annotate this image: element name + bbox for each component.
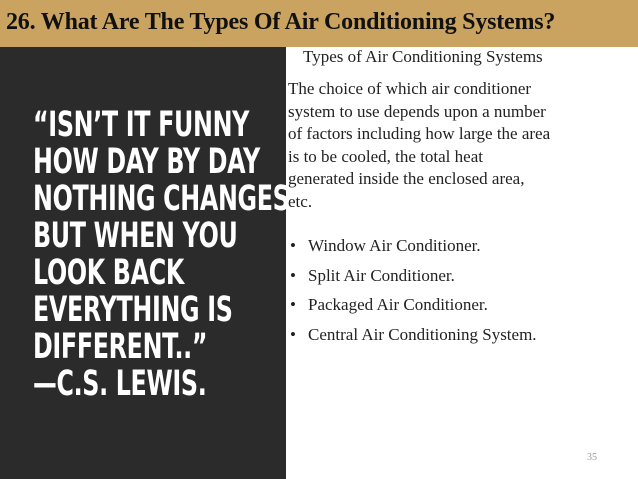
intro-line: is to be cooled, the total heat	[288, 146, 483, 166]
quote-line: HOW DAY BY DAY	[33, 142, 260, 182]
intro-line: of factors including how large the area	[288, 124, 551, 143]
bullet-text: Window Air Conditioner.	[308, 236, 481, 255]
intro-line: etc.	[288, 191, 313, 211]
list-item	[290, 236, 537, 266]
quote-line: DIFFERENT..”	[33, 327, 208, 367]
intro-paragraph	[288, 78, 628, 213]
intro-line: generated inside the enclosed area,	[288, 169, 525, 188]
quote-line: NOTHING CHANGES	[33, 179, 290, 219]
bullet-text: Split Air Conditioner.	[308, 265, 455, 285]
list-item	[290, 266, 537, 296]
bullet-icon: •	[290, 295, 296, 314]
quote-attribution: —C.S. LEWIS.	[33, 364, 207, 404]
bullet-text: Central Air Conditioning System.	[308, 324, 537, 344]
bullet-list	[290, 236, 537, 354]
list-item	[290, 325, 537, 355]
quote-line: BUT WHEN YOU	[33, 216, 238, 256]
slide-title: 26. What Are The Types Of Air Conditioning Systems?	[6, 9, 556, 35]
quote-line: LOOK BACK	[33, 253, 184, 293]
intro-line: The choice of which air conditioner	[288, 79, 532, 98]
list-item	[290, 295, 537, 325]
intro-line: system to use depends upon a number	[288, 101, 546, 121]
quote-line: “ISN’T IT FUNNY	[33, 105, 250, 145]
page-number: 35	[587, 452, 597, 463]
content-subtitle: Types of Air Conditioning Systems	[303, 47, 543, 66]
quote-image	[0, 47, 290, 479]
quote-text	[33, 105, 290, 404]
quote-line: EVERYTHING IS	[33, 290, 233, 330]
bullet-text: Packaged Air Conditioner.	[308, 295, 488, 314]
bullet-icon: •	[290, 324, 296, 344]
title-bar	[0, 0, 638, 47]
bullet-icon: •	[290, 236, 296, 255]
bullet-icon: •	[290, 265, 296, 285]
